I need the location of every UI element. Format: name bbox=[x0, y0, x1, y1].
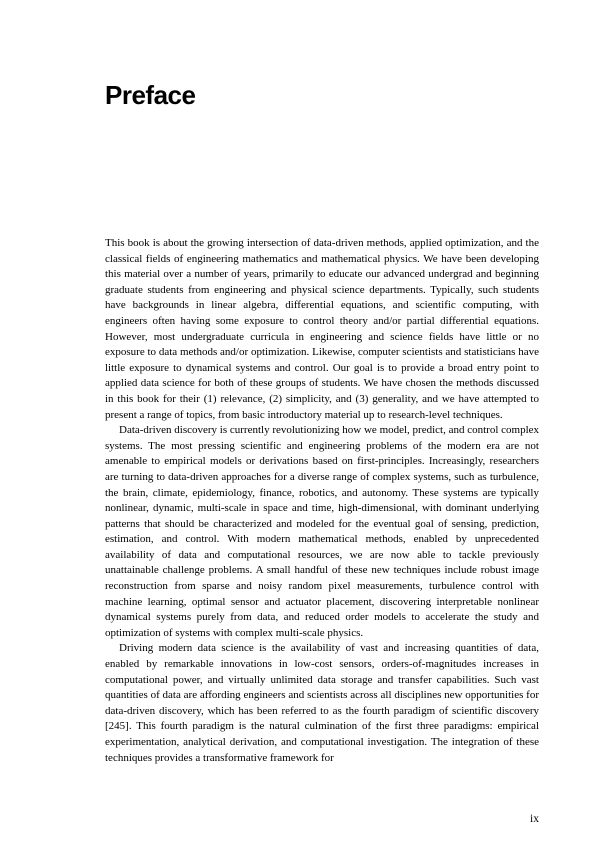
paragraph-2: Data-driven discovery is currently revolutionizing how we model, predict, and control complex systems. The most pressing scientific and engineering problems of the modern era are not amenable to empirical models or derivations based on first-principles. Increasingly, researchers are turning to data-driven approaches for a diverse range of complex systems, such as turbulence, the brain, climate, epidemiology, finance, robotics, and autonomy. These systems are typically nonlinear, dynamic, multi-scale in space and time, high-dimensional, with dominant underlying patterns that should be characterized and modeled for the eventual goal of sensing, prediction, estimation, and control. With modern mathematical methods, enabled by unprecedented availability of data and computational resources, we are now able to tackle previously unattainable challenge problems. A small handful of these new techniques include robust image reconstruction from sparse and noisy random pixel measurements, turbulence control with machine learning, optimal sensor and actuator placement, discovering interpretable nonlinear dynamical systems purely from data, and reduced order models to accelerate the study and optimization of systems with complex multi-scale physics. bbox=[105, 424, 540, 639]
paragraph-1: This book is about the growing intersection of data-driven methods, applied optimization, and the classical fields of engineering mathematics and mathematical physics. We have been developing this material over a number of years, primarily to educate our advanced undergrad and beginning graduate students from engineering and physical science departments. Typically, such students have backgrounds in linear algebra, differential equations, and scientific computing, with engineers often having some exposure to control theory and/or partial differential equations. However, most undergraduate curricula in engineering and science fields have little or no exposure to data methods and/or optimization. Likewise, computer scientists and statisticians have little exposure to dynamical systems and control. Our goal is to provide a broad entry point to applied data science for both of these groups of students. We have chosen the methods discussed in this book for their (1) relevance, (2) simplicity, and (3) generality, and we have attempted to present a range of topics, from basic introductory material up to research-level techniques. bbox=[105, 237, 539, 421]
page-number: ix bbox=[530, 813, 539, 825]
paragraph-3: Driving modern data science is the availability of vast and increasing quantities of data, enabled by remarkable innovations in low-cost sensors, orders-of-magnitudes increases in computational power, and virtually unlimited data storage and transfer capabilities. Such vast quantities of data are affording engineers and scientists across all disciplines new opportunities for data-driven discovery, which has been referred to as the fourth paradigm of scientific discovery [245]. This fourth paradigm is the natural culmination of the first three paradigms: empirical experimentation, analytical derivation, and computational investigation. The integration of these techniques provides a transformative framework for bbox=[105, 642, 539, 764]
page-title: Preface bbox=[105, 80, 196, 110]
preface-body bbox=[105, 236, 539, 766]
